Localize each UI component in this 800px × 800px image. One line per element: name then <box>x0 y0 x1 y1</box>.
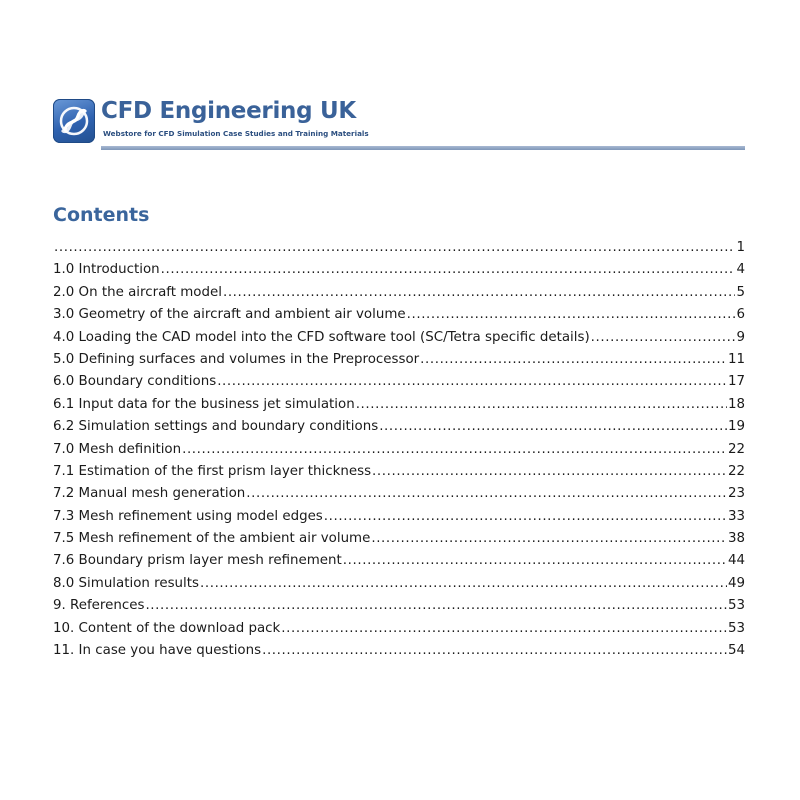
toc-dot-leader <box>182 442 727 457</box>
toc-entry-page-number: 17 <box>727 374 745 390</box>
toc-entry[interactable] <box>53 419 745 441</box>
contents-title: Contents <box>53 204 150 226</box>
toc-dot-leader <box>223 285 736 300</box>
toc-entry-page-number: 38 <box>727 531 745 547</box>
toc-dot-leader <box>356 397 727 412</box>
toc-entry[interactable] <box>53 553 745 575</box>
toc-entry-title: 1.0 Introduction <box>53 262 160 278</box>
toc-entry-page-number: 53 <box>727 598 745 614</box>
toc-dot-leader <box>200 576 727 591</box>
toc-dot-leader <box>420 352 727 367</box>
toc-entry[interactable] <box>53 576 745 598</box>
toc-dot-leader <box>372 464 727 479</box>
logo-swirl-icon <box>53 99 95 143</box>
table-of-contents <box>53 240 745 665</box>
toc-entry-title: 5.0 Defining surfaces and volumes in the Preprocessor <box>53 351 420 367</box>
toc-entry-title: 6.2 Simulation settings and boundary conditions <box>53 419 379 435</box>
toc-entry[interactable] <box>53 307 745 329</box>
toc-entry-title: 6.0 Boundary conditions <box>53 374 217 390</box>
toc-entry-page-number: 54 <box>727 643 745 659</box>
toc-entry-page-number: 53 <box>727 620 745 636</box>
toc-entry-page-number: 4 <box>736 262 745 278</box>
toc-entry-page-number: 33 <box>727 508 745 524</box>
toc-entry[interactable] <box>53 598 745 620</box>
toc-entry[interactable] <box>53 486 745 508</box>
toc-dot-leader <box>591 330 736 345</box>
toc-dot-leader <box>262 643 727 658</box>
header-divider <box>101 146 745 150</box>
toc-entry[interactable] <box>53 643 745 665</box>
toc-entry-title: 7.0 Mesh definition <box>53 441 182 457</box>
brand-name: CFD Engineering UK <box>101 98 356 124</box>
toc-entry-page-number: 11 <box>727 351 745 367</box>
toc-entry-title: 4.0 Loading the CAD model into the CFD software tool (SC/Tetra specific details) <box>53 329 590 345</box>
toc-entry[interactable] <box>53 621 745 643</box>
toc-entry[interactable] <box>53 352 745 374</box>
toc-entry[interactable] <box>53 262 745 284</box>
toc-dot-leader <box>161 262 736 277</box>
toc-entry-page-number: 49 <box>727 575 745 591</box>
toc-dot-leader <box>379 419 727 434</box>
toc-entry[interactable] <box>53 285 745 307</box>
toc-dot-leader <box>54 240 735 255</box>
document-header <box>53 99 745 151</box>
toc-entry[interactable] <box>53 442 745 464</box>
toc-dot-leader <box>407 307 736 322</box>
toc-entry[interactable] <box>53 330 745 352</box>
toc-entry[interactable] <box>53 397 745 419</box>
toc-entry-page-number: 23 <box>727 486 745 502</box>
toc-entry-title: 7.5 Mesh refinement of the ambient air volume <box>53 531 371 547</box>
toc-entry[interactable] <box>53 531 745 553</box>
toc-entry-page-number: 19 <box>727 419 745 435</box>
toc-entry-title: 6.1 Input data for the business jet simulation <box>53 396 355 412</box>
toc-dot-leader <box>343 553 727 568</box>
toc-entry-page-number: 5 <box>736 284 745 300</box>
toc-entry-page-number: 1 <box>736 240 745 255</box>
toc-entry-title: 10. Content of the download pack <box>53 620 281 636</box>
toc-entry[interactable] <box>53 464 745 486</box>
toc-dot-leader <box>324 509 727 524</box>
toc-entry-page-number: 22 <box>727 463 745 479</box>
toc-entry[interactable] <box>53 374 745 396</box>
toc-entry-page-number: 9 <box>736 329 745 345</box>
toc-dot-leader <box>217 374 727 389</box>
toc-entry-title: 7.1 Estimation of the first prism layer thickness <box>53 463 372 479</box>
toc-entry-title: 9. References <box>53 598 145 614</box>
toc-dot-leader <box>371 531 727 546</box>
toc-entry-page-number: 18 <box>727 396 745 412</box>
brand-tagline: Webstore for CFD Simulation Case Studies and Training Materials <box>103 129 369 138</box>
toc-entry-title: 7.3 Mesh refinement using model edges <box>53 508 323 524</box>
toc-entry-title: 8.0 Simulation results <box>53 575 199 591</box>
toc-entry-page-number: 44 <box>727 553 745 569</box>
toc-entry-title: 11. In case you have questions <box>53 643 262 659</box>
toc-entry-title: 2.0 On the aircraft model <box>53 284 222 300</box>
toc-entry-title: 3.0 Geometry of the aircraft and ambient air volume <box>53 307 406 323</box>
toc-dot-leader <box>145 598 727 613</box>
propeller-swirl-icon <box>53 99 95 143</box>
toc-dot-leader <box>246 486 727 501</box>
toc-entry[interactable] <box>53 240 745 262</box>
toc-entry-title: 7.6 Boundary prism layer mesh refinement <box>53 553 342 569</box>
toc-entry-page-number: 6 <box>736 307 745 323</box>
toc-entry[interactable] <box>53 509 745 531</box>
toc-entry-title: 7.2 Manual mesh generation <box>53 486 246 502</box>
toc-entry-page-number: 22 <box>727 441 745 457</box>
toc-dot-leader <box>281 621 727 636</box>
